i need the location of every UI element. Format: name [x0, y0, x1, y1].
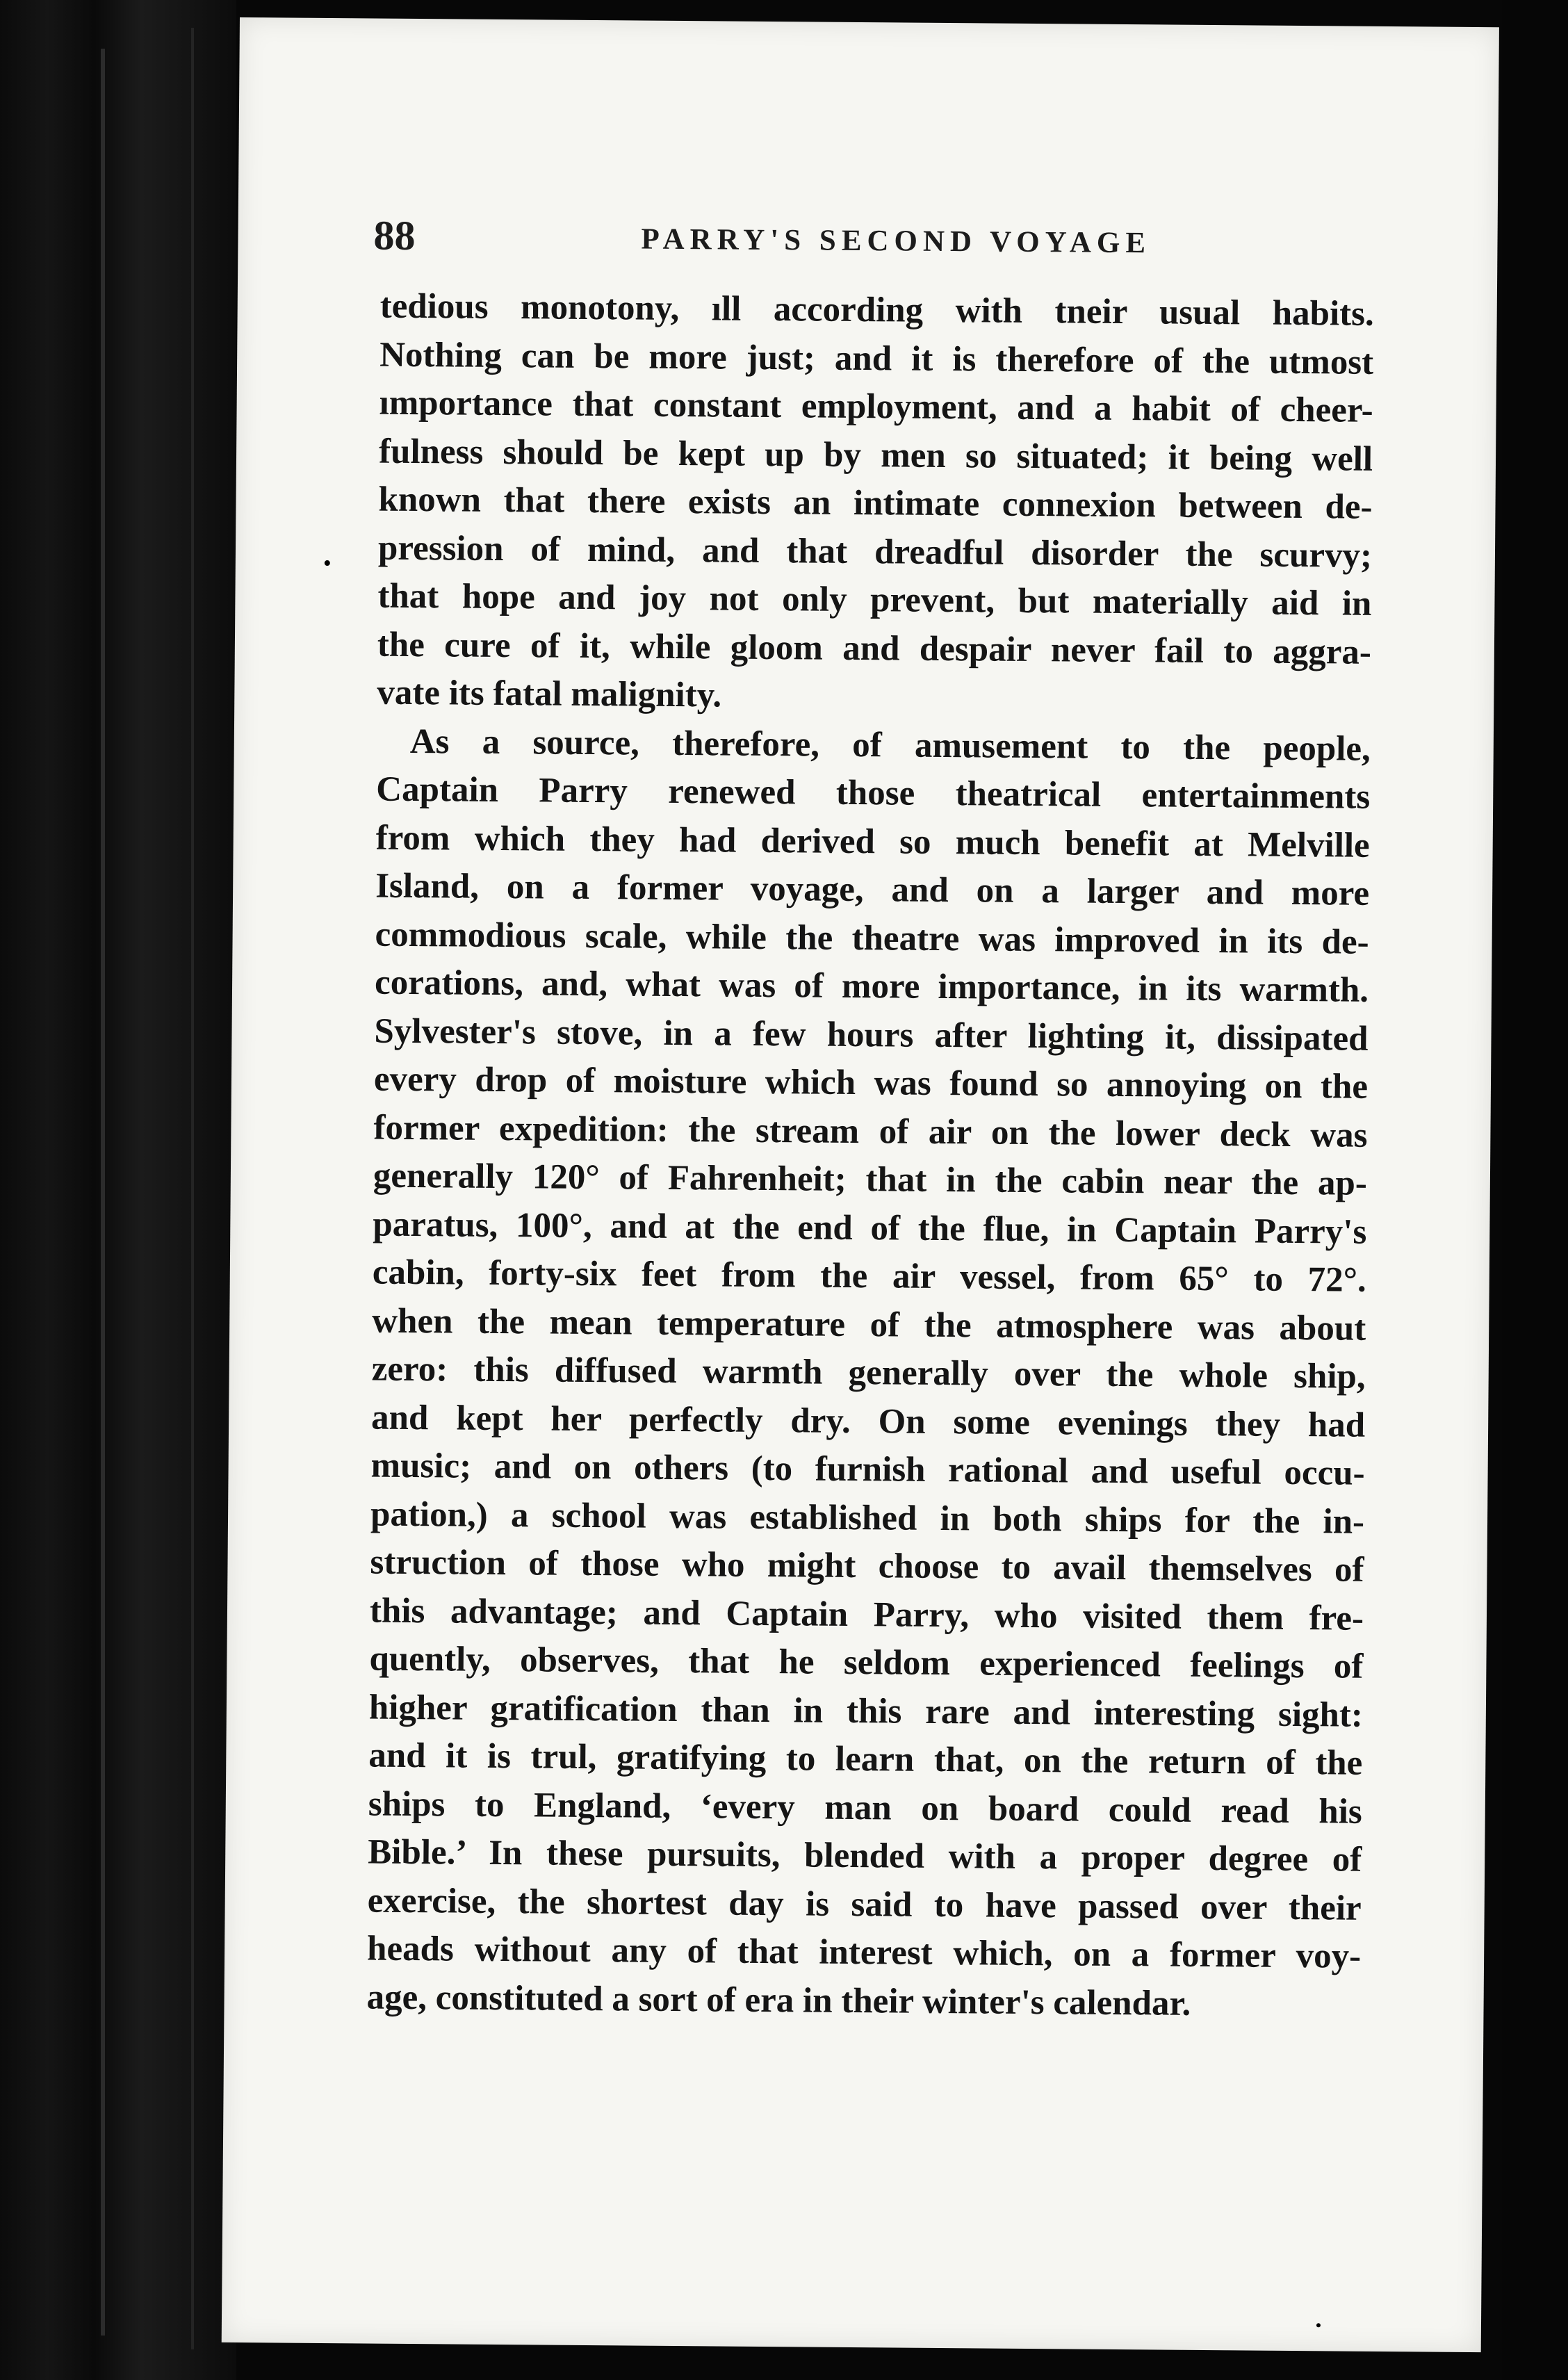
text-line: zero: this diffused warmth generally over the whole ship,: [371, 1349, 1366, 1396]
text-line: heads without any of that interest which, on a former voy-: [366, 1929, 1362, 1976]
text-line: that hope and joy not only prevent, but materially aid in: [377, 576, 1372, 623]
text-line: known that there exists an intimate connexion between de-: [378, 480, 1373, 527]
text-line: Island, on a former voyage, and on a larger and more: [375, 866, 1370, 913]
text-line: pression of mind, and that dreadful disorder the scurvy;: [377, 528, 1373, 576]
text-line: former expedition: the stream of air on the lower deck was: [373, 1108, 1368, 1155]
page-header: [373, 212, 1430, 276]
text-line: higher gratification than in this rare and interesting sight:: [368, 1688, 1364, 1735]
text-line: tedious monotony, ıll according with tneir usual habits.: [379, 286, 1374, 334]
text-line: pation,) a school was established in both ships for the in-: [370, 1494, 1365, 1542]
text-line: generally 120° of Fahrenheit; that in the cabin near the ap-: [373, 1156, 1368, 1203]
body-text: [366, 283, 1374, 2030]
text-line: struction of those who might choose to avail themselves of: [370, 1542, 1364, 1590]
text-line: and kept her perfectly dry. On some evenings they had: [370, 1398, 1366, 1445]
text-line: quently, observes, that he seldom experienced feelings of: [369, 1639, 1364, 1686]
text-line: when the mean temperature of the atmosphere was about: [372, 1301, 1366, 1348]
text-line: this advantage; and Captain Parry, who visited them fre-: [369, 1591, 1364, 1638]
text-line: corations, and, what was of more importance, in its warmth.: [374, 963, 1369, 1010]
scan-speck: [325, 560, 330, 566]
text-line: cabin, forty-six feet from the air vessel, from 65° to 72°.: [372, 1253, 1367, 1300]
text-line: vate its fatal malignity.: [377, 673, 722, 715]
page-sheet: [222, 17, 1499, 2352]
text-line: As a source, therefore, of amusement to the people,: [409, 722, 1371, 769]
text-line: music; and on others (to furnish rational and useful occu-: [370, 1446, 1365, 1493]
text-line: exercise, the shortest day is said to have passed over their: [367, 1881, 1362, 1928]
text-line: Sylvester's stove, in a few hours after lighting it, dissipated: [374, 1011, 1369, 1059]
text-line: Bible.’ In these pursuits, blended with a proper degree of: [368, 1832, 1362, 1880]
book-gutter: [0, 0, 236, 2380]
paragraph: [377, 283, 1374, 726]
text-line: paratus, 100°, and at the end of the flue, in Captain Parry's: [373, 1205, 1367, 1252]
text-line: fulness should be kept up by men so situated; it being well: [378, 432, 1373, 479]
text-line: ships to England, ‘every man on board could read his: [368, 1784, 1362, 1832]
text-line: from which they had derived so much benefit at Melville: [375, 818, 1370, 865]
text-line: and it is trul, gratifying to learn that, on the return of the: [368, 1736, 1363, 1783]
page-number: 88: [373, 212, 416, 259]
scan-right-border: [1502, 0, 1568, 2380]
text-line: commodious scale, while the theatre was improved in its de-: [375, 915, 1369, 962]
spine-shadow-line: [101, 49, 105, 2336]
text-line: Nothing can be more just; and it is therefore of the utmost: [379, 335, 1374, 382]
scan-speck: [1316, 2323, 1321, 2327]
spine-shadow-line: [191, 28, 194, 2349]
text-line: the cure of it, while gloom and despair never fail to aggra-: [377, 625, 1372, 672]
paragraph: [366, 717, 1371, 2030]
text-line: ımportance that constant employment, and a habit of cheer-: [379, 383, 1373, 430]
running-head: PARRY'S SECOND VOYAGE: [641, 222, 1152, 260]
text-line: every drop of moisture which was found so annoying on the: [373, 1059, 1369, 1107]
text-line: age, constituted a sort of era in their winter's calendar.: [366, 1978, 1191, 2023]
text-line: Captain Parry renewed those theatrical entertainments: [376, 769, 1371, 817]
